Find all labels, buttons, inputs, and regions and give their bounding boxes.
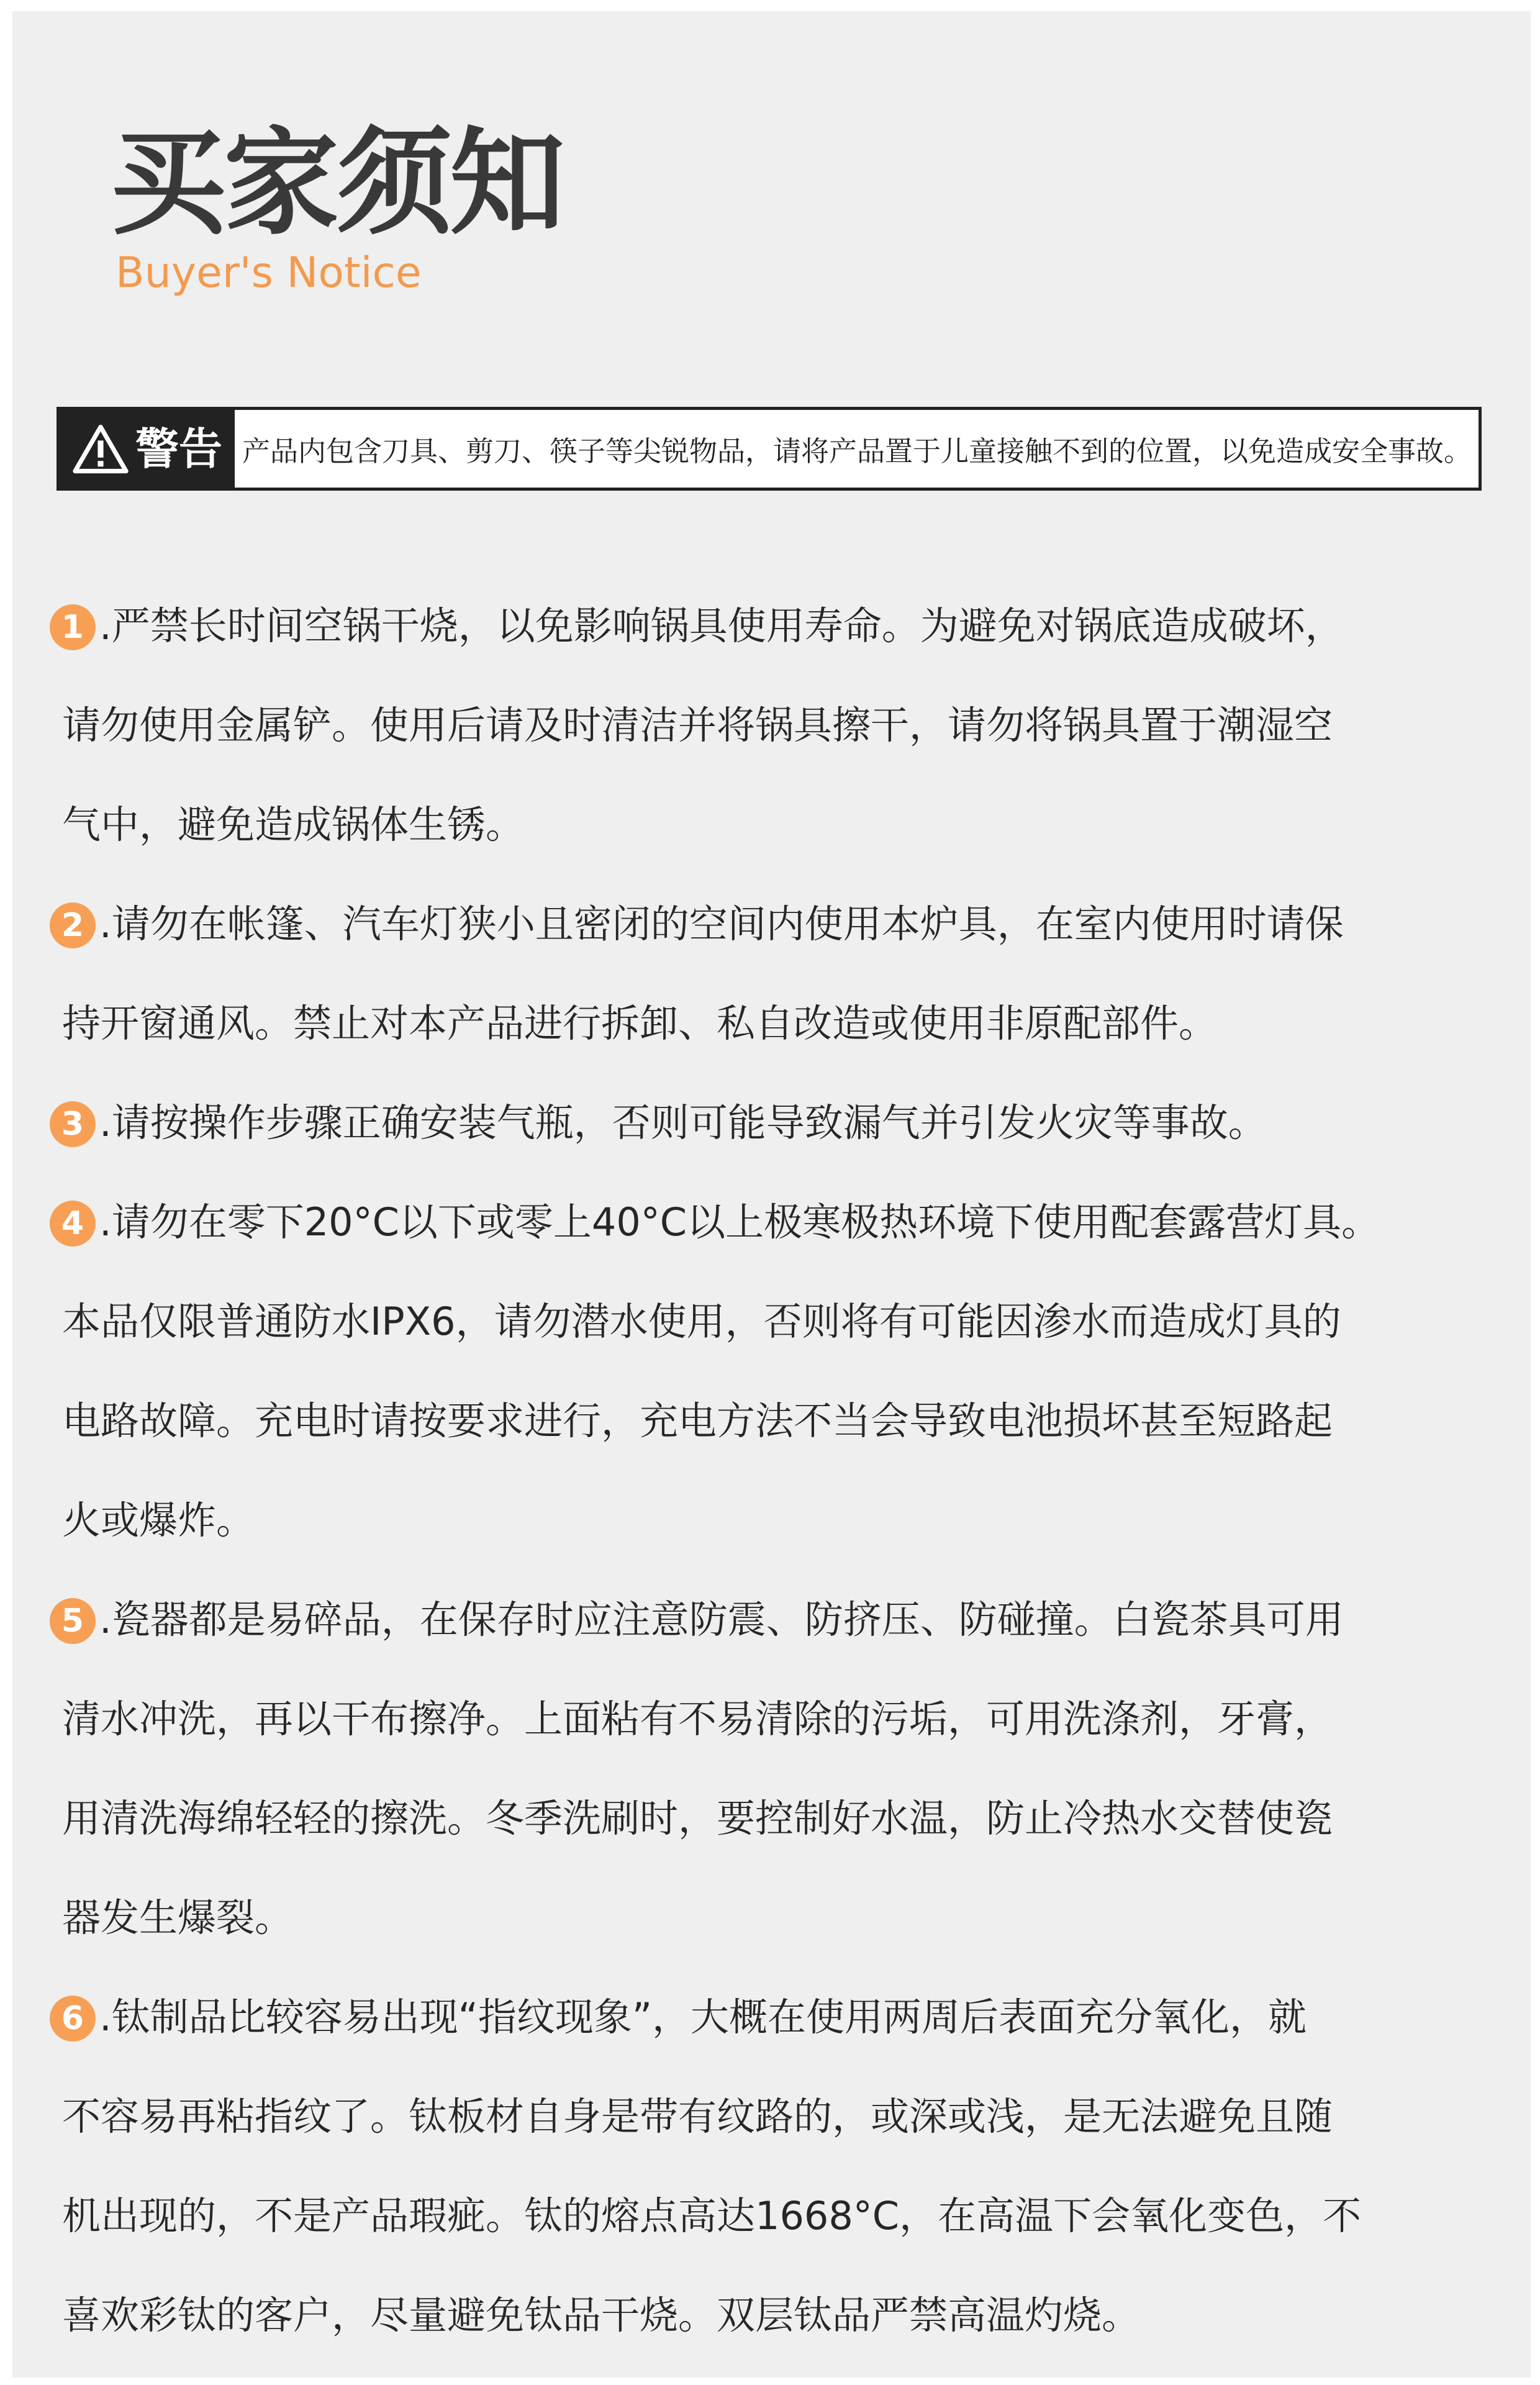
warning-label: 警告	[135, 423, 222, 475]
notice-number-badge: 5	[50, 1598, 96, 1644]
notice-number-badge: 6	[50, 1996, 96, 2042]
warning-text: 产品内包含刀具、剪刀、筷子等尖锐物品，请将产品置于儿童接触不到的位置，以免造成安全事故。	[242, 435, 1472, 468]
notice-line: 机出现的，不是产品瑕疵。钛的熔点高达1668°C，在高温下会氧化变色，不	[62, 2193, 1362, 2238]
notice-number-badge: 1	[50, 604, 96, 650]
notice-number-badge: 2	[50, 902, 96, 948]
notice-line: 火或爆炸。	[62, 1497, 255, 1543]
notice-line: 用清洗海绵轻轻的擦洗。冬季洗刷时，要控制好水温，防止冷热水交替使瓷	[62, 1796, 1333, 1841]
notice-number-badge: 4	[50, 1201, 96, 1247]
notice-line: 请勿使用金属铲。使用后请及时清洁并将锅具擦干，请勿将锅具置于潮湿空	[62, 702, 1333, 748]
notice-line: .瓷器都是易碎品，在保存时应注意防震、防挤压、防碰撞。白瓷茶具可用	[99, 1597, 1344, 1642]
notice-line: .钛制品比较容易出现“指纹现象”，大概在使用两周后表面充分氧化，就	[99, 1994, 1307, 2040]
notice-number-badge: 3	[50, 1101, 96, 1147]
notice-line: 本品仅限普通防水IPX6，请勿潜水使用，否则将有可能因渗水而造成灯具的	[62, 1299, 1341, 1344]
notice-line: 清水冲洗，再以干布擦净。上面粘有不易清除的污垢，可用洗涤剂，牙膏，	[62, 1696, 1333, 1742]
notice-line: 电路故障。充电时请按要求进行，充电方法不当会导致电池损坏甚至短路起	[62, 1398, 1333, 1443]
notice-line: 喜欢彩钛的客户，尽量避免钛品干烧。双层钛品严禁高温灼烧。	[62, 2292, 1141, 2338]
notice-line: .请勿在零下20°C以下或零上40°C以上极寒极热环境下使用配套露营灯具。	[99, 1199, 1380, 1245]
notice-line: 不容易再粘指纹了。钛板材自身是带有纹路的，或深或浅，是无法避免且随	[62, 2094, 1333, 2139]
page-subtitle: Buyer's Notice	[116, 248, 422, 298]
notice-line: 持开窗通风。禁止对本产品进行拆卸、私自改造或使用非原配部件。	[62, 1001, 1218, 1046]
notice-line: .严禁长时间空锅干烧，以免影响锅具使用寿命。为避免对锅底造成破坏，	[99, 603, 1344, 648]
notice-line: 气中，避免造成锅体生锈。	[62, 802, 525, 847]
notice-line: .请勿在帐篷、汽车灯狭小且密闭的空间内使用本炉具，在室内使用时请保	[99, 901, 1344, 947]
notice-line: .请按操作步骤正确安装气瓶，否则可能导致漏气并引发火灾等事故。	[99, 1100, 1267, 1145]
page-title: 买家须知	[111, 116, 563, 250]
notice-line: 器发生爆裂。	[62, 1895, 294, 1940]
